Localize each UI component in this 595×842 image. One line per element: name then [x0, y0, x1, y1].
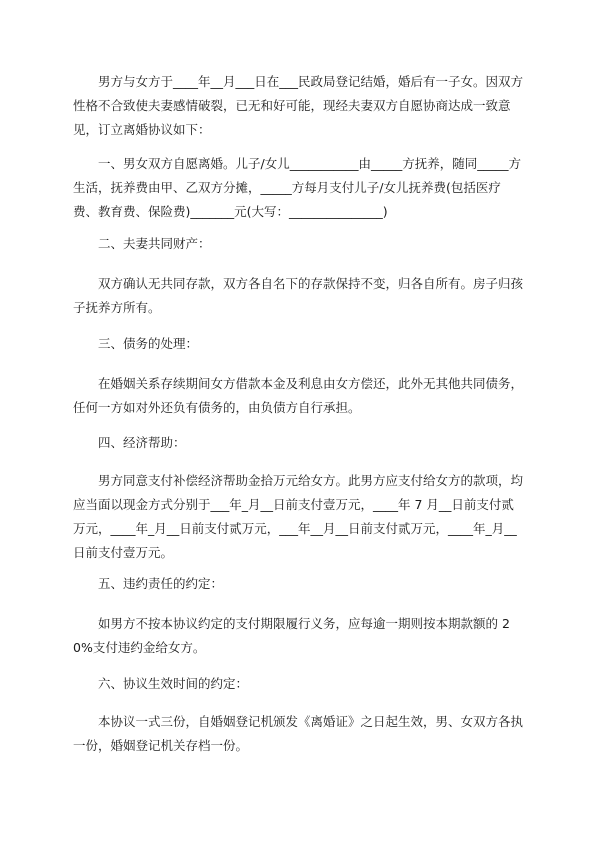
clause-5-paragraph: 如男方不按本协议约定的支付期限履行义务，应每逾一期则按本期款额的 20%支付违约金给女方。	[73, 616, 510, 655]
heading-effective-date: 六、协议生效时间的约定：	[98, 676, 249, 691]
intro-paragraph: 男方与女方于____年__月___日在___民政局登记结婚，婚后有一子女。因双方性格不合致使夫妻感情破裂，已无和好可能，现经夫妻双方自愿协商达成一致意见，订立离婚协议如下：	[73, 74, 524, 137]
heading-debts: 三、债务的处理：	[98, 336, 199, 351]
clause-6-paragraph: 本协议一式三份，自婚姻登记机颁发《离婚证》之日起生效，男、女双方各执一份，婚姻登记机关存档一份。	[73, 714, 524, 753]
heading-joint-property: 二、夫妻共同财产：	[98, 236, 211, 251]
clause-2-paragraph: 双方确认无共同存款，双方各自名下的存款保持不变，归各自所有。房子归孩子抚养方所有。	[73, 276, 524, 315]
clause-4-paragraph: 男方同意支付补偿经济帮助金拾万元给女方。此男方应支付给女方的款项，均应当面以现金方式分别于___年_月__日前支付壹万元，____年 7 月__日前支付贰万元，____年_月__日前支付贰万元，___年__月__日前支付贰万元，____年_月__日前支付壹万元。	[73, 473, 524, 560]
clause-1-paragraph: 一、男女双方自愿离婚。儿子/女儿___________由_____方抚养，随同_____方生活，抚养费由甲、乙双方分摊，_____方每月支付儿子/女儿抚养费(包括医疗费、教育费、保险费)_______元(大写：_______________)	[73, 156, 521, 219]
heading-financial-aid: 四、经济帮助：	[98, 435, 186, 450]
heading-breach: 五、违约责任的约定：	[98, 576, 224, 591]
clause-3-paragraph: 在婚姻关系存续期间女方借款本金及利息由女方偿还，此外无其他共同债务，任何一方如对外还负有债务的，由负债方自行承担。	[73, 376, 524, 415]
